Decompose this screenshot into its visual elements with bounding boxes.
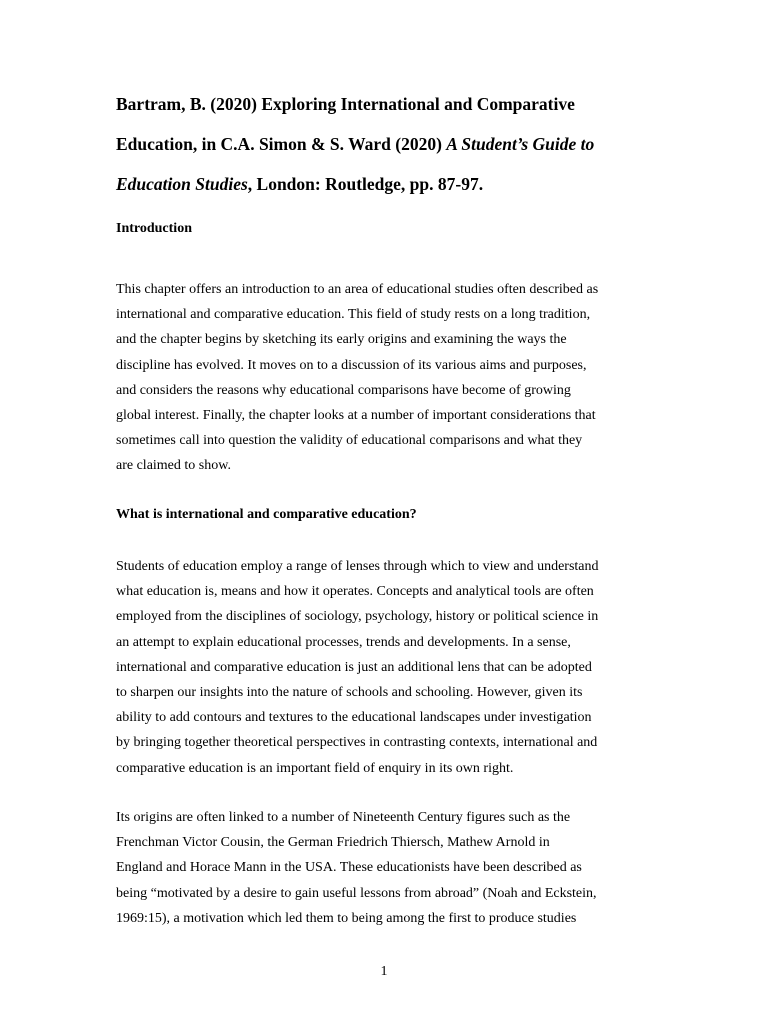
paragraph-line: 1969:15), a motivation which led them to being among the first to produce studies (116, 910, 577, 926)
book-title-italic: Education Studies (116, 174, 248, 194)
book-title-italic: A Student’s Guide to (446, 134, 595, 154)
paragraph-line: employed from the disciplines of sociology, psychology, history or political science in (116, 609, 599, 625)
paragraph-line: Frenchman Victor Cousin, the German Friedrich Thiersch, Mathew Arnold in (116, 835, 550, 851)
paragraph-line: discipline has evolved. It moves on to a discussion of its various aims and purposes, (116, 357, 587, 373)
paragraph (116, 554, 676, 781)
paragraph-line: are claimed to show. (116, 458, 231, 474)
paragraph-line: what education is, means and how it operates. Concepts and analytical tools are often (116, 584, 594, 600)
title-line (116, 164, 676, 204)
paragraph-line: an attempt to explain educational processes, trends and developments. In a sense, (116, 634, 571, 650)
title-text: Education, in C.A. Simon & S. Ward (2020) (116, 134, 447, 154)
paragraph-line: international and comparative education is just an additional lens that can be adopted (116, 659, 592, 675)
paragraph (116, 805, 676, 931)
paragraph (116, 277, 676, 479)
paragraph-line: international and comparative education. This field of study rests on a long tradition, (116, 307, 591, 323)
paragraph-line: by bringing together theoretical perspectives in contrasting contexts, international and (116, 735, 598, 751)
paragraph-line: Its origins are often linked to a number of Nineteenth Century figures such as the (116, 810, 571, 825)
paragraph-line: to sharpen our insights into the nature of schools and schooling. However, given its (116, 685, 583, 701)
paragraph-line: and the chapter begins by sketching its early origins and examining the ways the (116, 332, 567, 348)
title-text: Bartram, B. (2020) Exploring International and Comparative (116, 94, 575, 114)
title-line (116, 84, 676, 124)
title-line (116, 124, 676, 164)
reference-title (116, 84, 676, 204)
paragraph-line: This chapter offers an introduction to an area of educational studies often described as (116, 282, 599, 297)
paragraph-line: and considers the reasons why educational comparisons have become of growing (116, 382, 571, 398)
paragraph-line: global interest. Finally, the chapter looks at a number of important considerations that (116, 408, 596, 424)
title-text: , London: Routledge, pp. 87-97. (247, 174, 484, 194)
section-heading-what-is: What is international and comparative education? (116, 507, 417, 522)
paragraph-line: comparative education is an important field of enquiry in its own right. (116, 760, 514, 776)
paragraph-line: Students of education employ a range of lenses through which to view and understand (116, 559, 599, 574)
page-number: 1 (380, 964, 388, 979)
paragraph-line: England and Horace Mann in the USA. These educationists have been described as (116, 860, 582, 876)
paragraph-line: being “motivated by a desire to gain useful lessons from abroad” (Noah and Eckstein, (116, 885, 597, 901)
section-heading-introduction: Introduction (116, 221, 192, 236)
paragraph-line: sometimes call into question the validity of educational comparisons and what they (116, 433, 583, 449)
paragraph-line: ability to add contours and textures to the educational landscapes under investigation (116, 710, 592, 726)
